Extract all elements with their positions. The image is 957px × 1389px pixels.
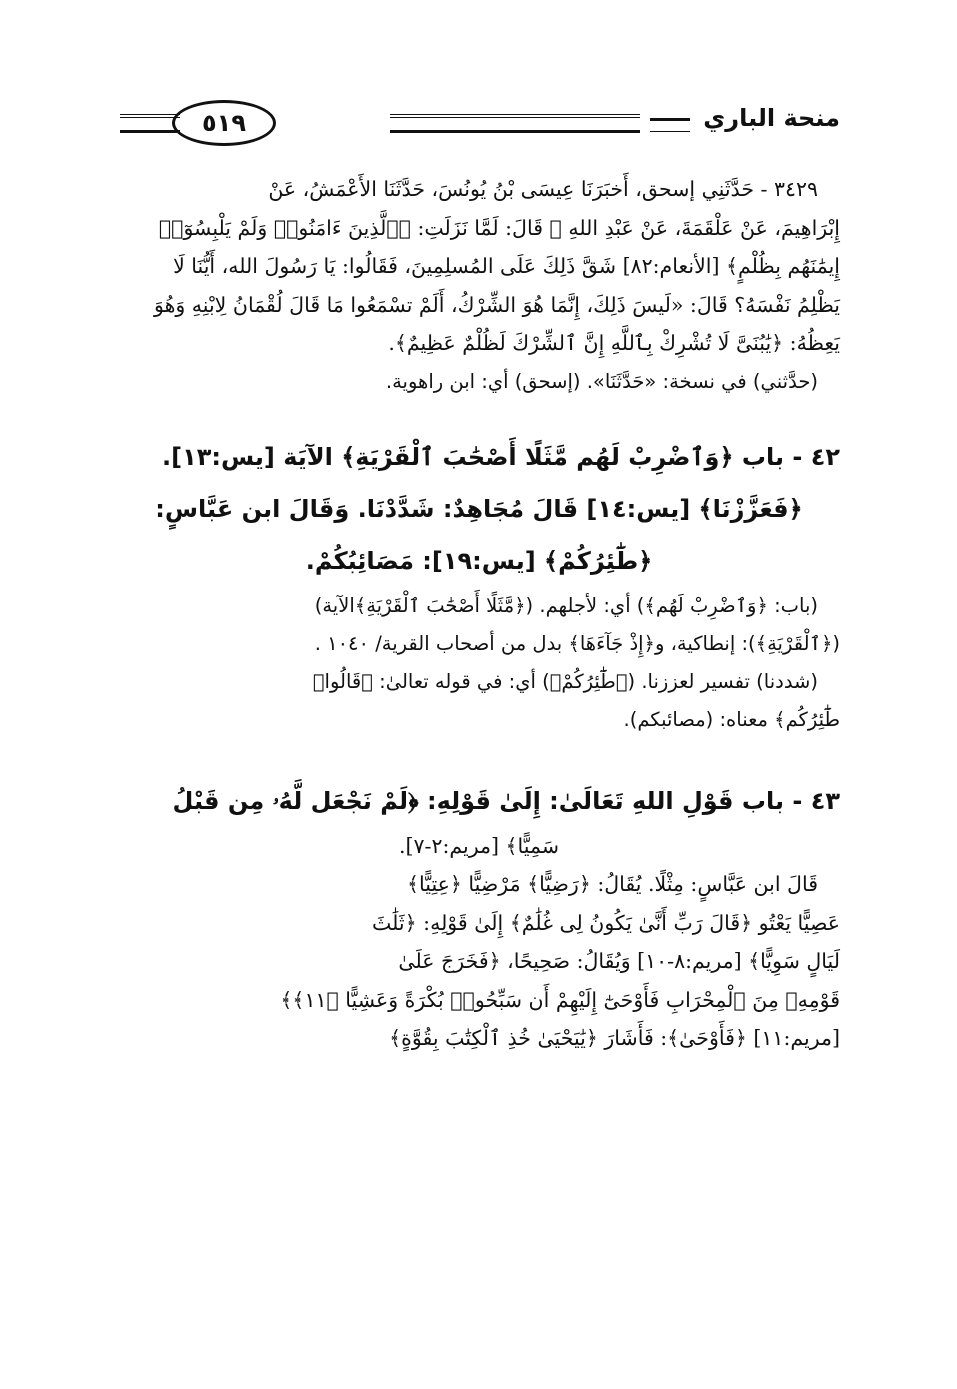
book-title: منحة الباري: [703, 104, 840, 132]
hadith-line: إِبْرَاهِيمَ، عَنْ عَلْقَمَةَ، عَنْ عَبْدِ اللهِ ﷺ قَالَ: لَمَّا نَزَلَتِ: ﴿ٱلَّذِينَ ءَامَنُوا۟ وَلَمْ يَلْبِسُوٓا۟: [158, 215, 840, 240]
header-rule-middle: [390, 114, 640, 133]
chapter-commentary: (شددنا) تفسير لعززنا. (﴿طَٰٓئِرُكُمْ﴾) أي: في قوله تعالىٰ: ﴿قَالُوا۟: [312, 669, 818, 693]
chapter-text-line: قَالَ ابن عَبَّاسٍ: مِثْلًا. يُقَالُ: ﴿رَضِيًّا﴾ مَرْضِيًّا ﴿عِتِيًّا﴾: [407, 872, 818, 896]
chapter-heading: ٤٣ - باب قَوْلِ اللهِ تَعَالَىٰ: إِلَىٰ قَوْلِهِ: ﴿لَمْ نَجْعَل لَّهُۥ مِن قَبْلُ: [172, 786, 840, 815]
hadith-line: ٣٤٢٩ - حَدَّثَنِي إسحق، أَخبَرَنَا عِيسَى بْنُ يُونُسَ، حَدَّثَنَا الأَعْمَشُ، عَنْ: [268, 177, 818, 201]
chapter-heading: ٤٢ - باب ﴿وَٱضْرِبْ لَهُم مَّثَلًا أَصْحَٰبَ ٱلْقَرْيَةِ﴾ الآيَة [يس:١٣].: [161, 442, 840, 471]
hadith-block: [118, 170, 840, 401]
page-header: [120, 96, 840, 156]
hadith-line: إِيمَٰنَهُم بِظُلْمٍ﴾ [الأنعام:٨٢] شَقَّ ذَلِكَ عَلَى المُسلِمِينَ، فَقَالُوا: يَا رَسُولَ الله، أَيُّنَا لَا: [173, 254, 840, 278]
chapter-commentary: (باب: ﴿وَٱضْرِبْ لَهُم﴾) أي: لأجلهم. (﴿مَّثَلًا أَصْحَٰبَ ٱلْقَرْيَةِ﴾الآية): [314, 593, 818, 617]
chapter-heading-line: سَمِيًّا﴾ [مريم:٢-٧].: [398, 833, 560, 858]
chapter-heading-line: ﴿طَٰٓئِرُكُمْ﴾ [يس:١٩]: مَصَائِبُكُمْ.: [305, 546, 653, 575]
header-rule-right: [650, 118, 690, 132]
hadith-commentary: (حدَّثني) في نسخة: «حَدَّثَنَا». (إسحق) أي: ابن راهوية.: [385, 369, 818, 393]
chapter-text-line: [مريم:١١] ﴿فَأَوْحَىٰ﴾: فَأَشَارَ ﴿يَٰيَحْيَىٰ خُذِ ٱلْكِتَٰبَ بِقُوَّةٍ﴾: [389, 1026, 840, 1050]
chapter-heading-line: ﴿فَعَزَّزْنَا﴾ [يس:١٤] قَالَ مُجَاهِدٌ: شَدَّدْنَا. وَقَالَ ابن عَبَّاسٍ:: [155, 494, 803, 523]
page-content: [118, 170, 840, 1058]
hadith-line: يَعِظُهُ: ﴿يَٰبُنَىَّ لَا تُشْرِكْ بِٱللَّهِ إِنَّ ٱلشِّرْكَ لَظُلْمٌ عَظِيمٌ﴾.: [388, 331, 840, 355]
chapter-text-line: قَوْمِهِۦ مِنَ ٱلْمِحْرَابِ فَأَوْحَىٰٓ إِلَيْهِمْ أَن سَبِّحُوا۟ بُكْرَةً وَعَشِيًّا ﴿١١﴾﴾: [280, 987, 840, 1012]
page-number: ٥١٩: [172, 100, 276, 146]
chapter-text-line: لَيَالٍ سَوِيًّا﴾ [مريم:٨-١٠] وَيُقَالُ: صَحِيحًا، ﴿فَخَرَجَ عَلَىٰ: [398, 949, 840, 973]
header-rule-left: [120, 114, 180, 133]
hadith-line: يَظْلِمُ نَفْسَهُ؟ قَالَ: «لَيسَ ذَلِكَ، إِنَّمَا هُوَ الشِّرْكُ، أَلَمْ تسْمَعُوا مَا قَالَ لُقْمَانُ لِابْنِهِ وَهُوَ: [153, 292, 840, 317]
chapter-commentary: (﴿ٱلْقَرْيَةِ﴾): إنطاكية، و﴿إِذْ جَآءَهَا﴾ بدل من أصحاب القرية/ ١٠٤٠ .: [314, 631, 840, 655]
chapter-43: [118, 775, 840, 1058]
chapter-42: [118, 431, 840, 739]
chapter-text-line: عَصِيًّا يَعْتُو ﴿قَالَ رَبِّ أَنَّىٰ يَكُونُ لِى غُلَٰمٌ﴾ إِلَىٰ قَوْلِهِ: ﴿ثَلَٰثَ: [372, 910, 840, 935]
chapter-commentary: طَٰٓئِرُكُم﴾ معناه: (مصائبكم).: [623, 707, 840, 731]
